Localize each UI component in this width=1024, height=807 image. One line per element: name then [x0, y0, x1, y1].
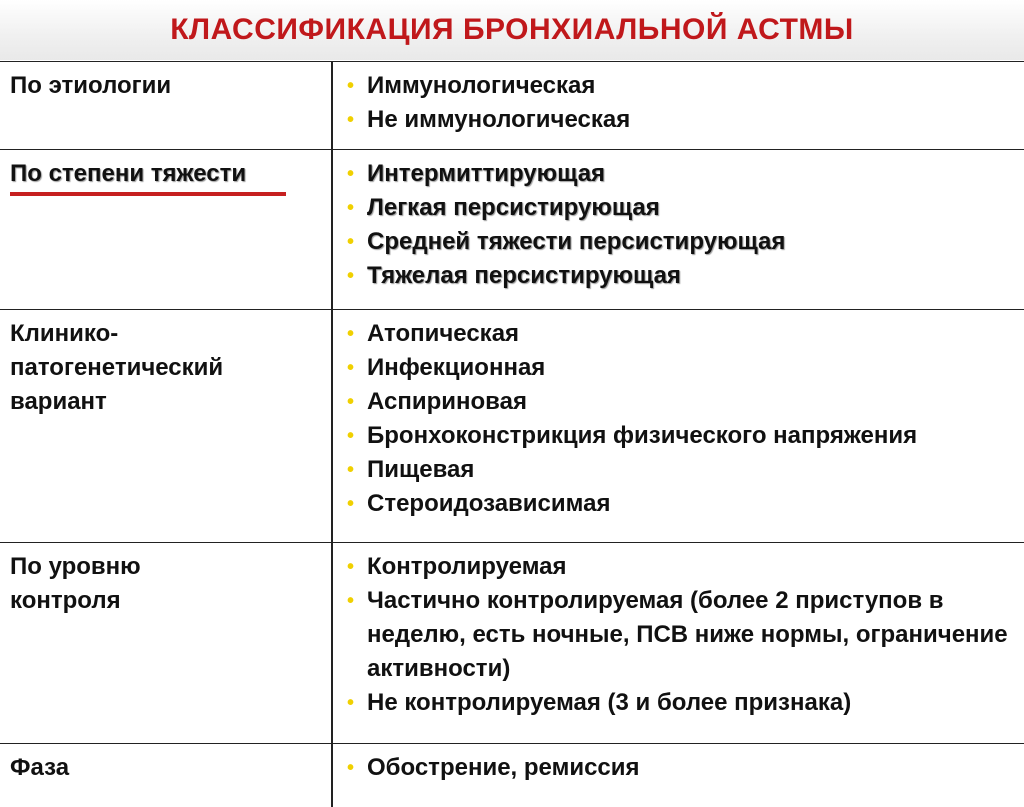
- bullet-icon: •: [347, 385, 354, 419]
- item-list: [347, 751, 1014, 785]
- list-item: • Стероидозависимая: [347, 487, 1014, 521]
- bullet-icon: •: [347, 157, 354, 191]
- bullet-icon: •: [347, 419, 354, 453]
- bullet-icon: •: [347, 69, 354, 103]
- bullet-icon: •: [347, 351, 354, 385]
- item-list: [347, 157, 1014, 293]
- category-cell: [0, 62, 332, 150]
- bullet-icon: •: [347, 584, 354, 618]
- category-label: Фаза: [10, 751, 321, 785]
- list-item: • Бронхоконстрикция физического напряжения: [347, 419, 1014, 453]
- bullet-icon: •: [347, 259, 354, 293]
- bullet-icon: •: [347, 550, 354, 584]
- category-cell: [0, 744, 332, 807]
- items-cell: [332, 62, 1024, 150]
- item-list: [347, 317, 1014, 521]
- bullet-icon: •: [347, 225, 354, 259]
- bullet-icon: •: [347, 487, 354, 521]
- category-cell: [0, 543, 332, 744]
- list-item: • Не иммунологическая: [347, 103, 1014, 137]
- table-row: [0, 150, 1024, 310]
- category-label: По степени тяжести: [10, 157, 321, 191]
- items-cell: [332, 543, 1024, 744]
- list-item: • Обострение, ремиссия: [347, 751, 1014, 785]
- list-item: • Иммунологическая: [347, 69, 1014, 103]
- category-label: По уровню контроля: [10, 550, 180, 618]
- title-bar: [0, 0, 1024, 60]
- category-label: По этиологии: [10, 69, 321, 103]
- bullet-icon: •: [347, 686, 354, 720]
- category-label: Клинико-патогенетический вариант: [10, 317, 260, 419]
- list-item: • Средней тяжести персистирующая: [347, 225, 1014, 259]
- table-row: [0, 310, 1024, 543]
- table-row: [0, 744, 1024, 807]
- page-title: КЛАССИФИКАЦИЯ БРОНХИАЛЬНОЙ АСТМЫ: [170, 13, 854, 47]
- list-item: • Частично контролируемая (более 2 приступов в неделю, есть ночные, ПСВ ниже нормы, ограничение активности): [347, 584, 1014, 686]
- items-cell: [332, 744, 1024, 807]
- items-cell: [332, 150, 1024, 310]
- list-item: • Контролируемая: [347, 550, 1014, 584]
- item-list: [347, 550, 1014, 720]
- bullet-icon: •: [347, 453, 354, 487]
- bullet-icon: •: [347, 103, 354, 137]
- category-cell: [0, 150, 332, 310]
- item-list: [347, 69, 1014, 137]
- highlight-underline: [10, 192, 286, 196]
- classification-table: [0, 61, 1024, 807]
- table-row: [0, 543, 1024, 744]
- bullet-icon: •: [347, 751, 354, 785]
- items-cell: [332, 310, 1024, 543]
- bullet-icon: •: [347, 191, 354, 225]
- list-item: • Не контролируемая (3 и более признака): [347, 686, 1014, 720]
- list-item: • Инфекционная: [347, 351, 1014, 385]
- list-item: • Интермиттирующая: [347, 157, 1014, 191]
- list-item: • Легкая персистирующая: [347, 191, 1014, 225]
- list-item: • Тяжелая персистирующая: [347, 259, 1014, 293]
- table-row: [0, 62, 1024, 150]
- list-item: • Пищевая: [347, 453, 1014, 487]
- list-item: • Аспириновая: [347, 385, 1014, 419]
- list-item: • Атопическая: [347, 317, 1014, 351]
- category-cell: [0, 310, 332, 543]
- bullet-icon: •: [347, 317, 354, 351]
